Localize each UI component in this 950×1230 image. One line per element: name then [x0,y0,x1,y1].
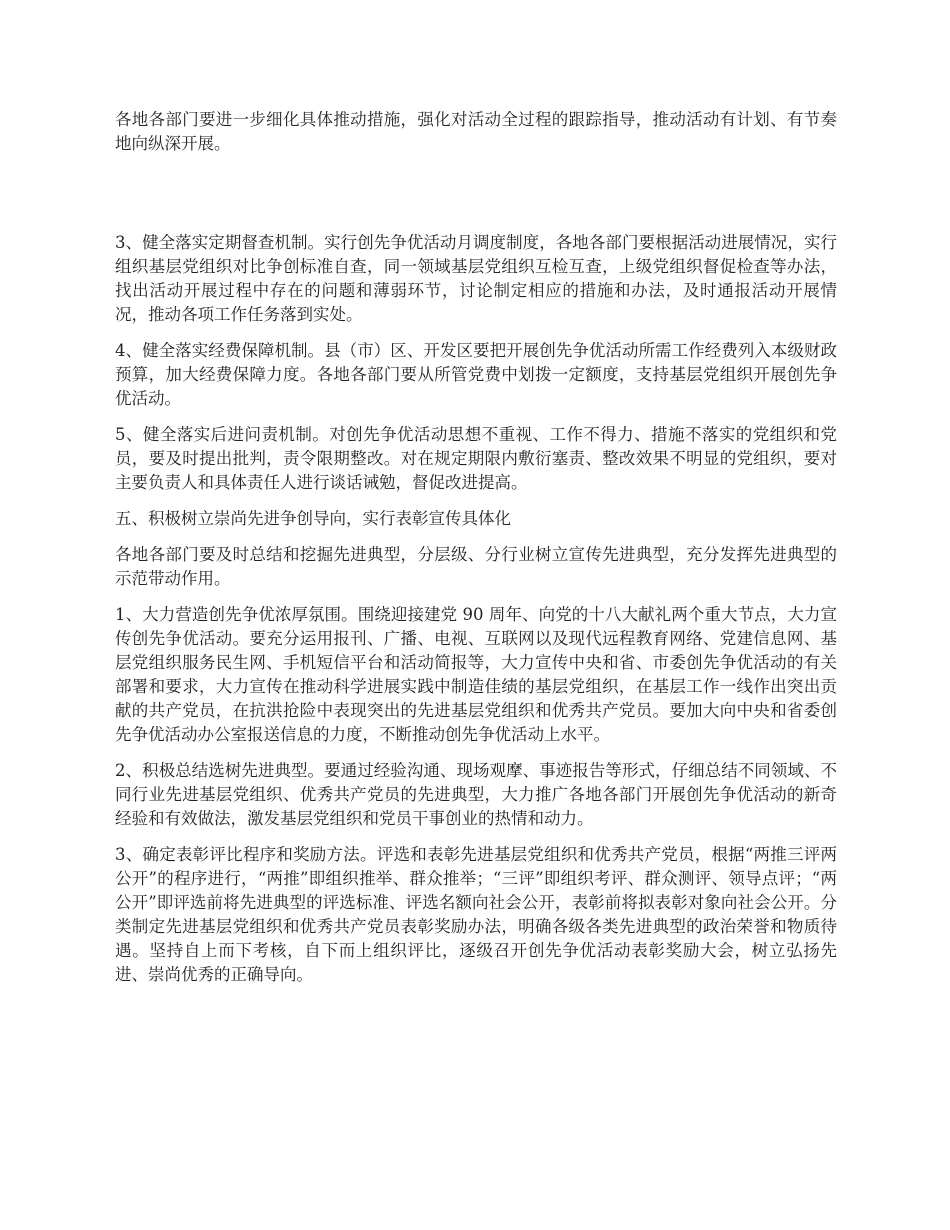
paragraph-item-1-atmosphere: 1、大力营造创先争优浓厚氛围。围绕迎接建党 90 周年、向党的十八大献礼两个重大节点，大力宣传创先争优活动。要充分运用报刊、广播、电视、互联网以及现代远程教育网络、党建信息网、基层党组织服务民生网、手机短信平台和活动简报等，大力宣传中央和省、市委创先争优活动的有关部署和要求，大力宣传在推动科学进展实践中制造佳绩的基层党组织，在基层工作一线作出突出贡献的共产党员，在抗洪抢险中表现突出的先进基层党组织和优秀共产党员。要加大向中央和省委创先争优活动办公室报送信息的力度，不断推动创先争优活动上水平。 [115,605,837,744]
paragraph-section-five-intro: 各地各部门要及时总结和挖掘先进典型，分层级、分行业树立宣传先进典型，充分发挥先进典型的示范带动作用。 [115,545,837,588]
paragraph-item-2-models: 2、积极总结选树先进典型。要通过经验沟通、现场观摩、事迹报告等形式，仔细总结不同领域、不同行业先进基层党组织、优秀共产党员的先进典型，大力推广各地各部门开展创先争优活动的新奇经验和有效做法，激发基层党组织和党员干事创业的热情和动力。 [115,761,837,828]
paragraph-item-4-funding: 4、健全落实经费保障机制。县（市）区、开发区要把开展创先争优活动所需工作经费列入本级财政预算，加大经费保障力度。各地各部门要从所管党费中划拨一定额度，支持基层党组织开展创先争优活动。 [115,341,837,408]
paragraph-intro: 各地各部门要进一步细化具体推动措施，强化对活动全过程的跟踪指导，推动活动有计划、有节奏地向纵深开展。 [115,110,837,153]
paragraph-item-5-accountability: 5、健全落实后进问责机制。对创先争优活动思想不重视、工作不得力、措施不落实的党组织和党员，要及时提出批判，责令限期整改。对在规定期限内敷衍塞责、整改效果不明显的党组织，要对主要负责人和具体责任人进行谈话诫勉，督促改进提高。 [115,425,837,492]
paragraph-item-3-awards: 3、确定表彰评比程序和奖励方法。评选和表彰先进基层党组织和优秀共产党员，根据“两推三评两公开”的程序进行，“两推”即组织推举、群众推举；“三评”即组织考评、群众测评、领导点评；“两公开”即评选前将先进典型的评选标准、评选名额向社会公开，表彰前将拟表彰对象向社会公开。分类制定先进基层党组织和优秀共产党员表彰奖励办法，明确各级各类先进典型的政治荣誉和物质待遇。坚持自上而下考核，自下而上组织评比，逐级召开创先争优活动表彰奖励大会，树立弘扬先进、崇尚优秀的正确导向。 [115,845,837,984]
document-body [115,108,837,999]
paragraph-item-3-supervision: 3、健全落实定期督查机制。实行创先争优活动月调度制度，各地各部门要根据活动进展情况，实行组织基层党组织对比争创标准自查，同一领域基层党组织互检互查，上级党组织督促检查等办法，找出活动开展过程中存在的问题和薄弱环节，讨论制定相应的措施和办法，及时通报活动开展情况，推动各项工作任务落到实处。 [115,233,837,324]
section-heading-five: 五、积极树立崇尚先进争创导向，实行表彰宣传具体化 [115,509,511,528]
